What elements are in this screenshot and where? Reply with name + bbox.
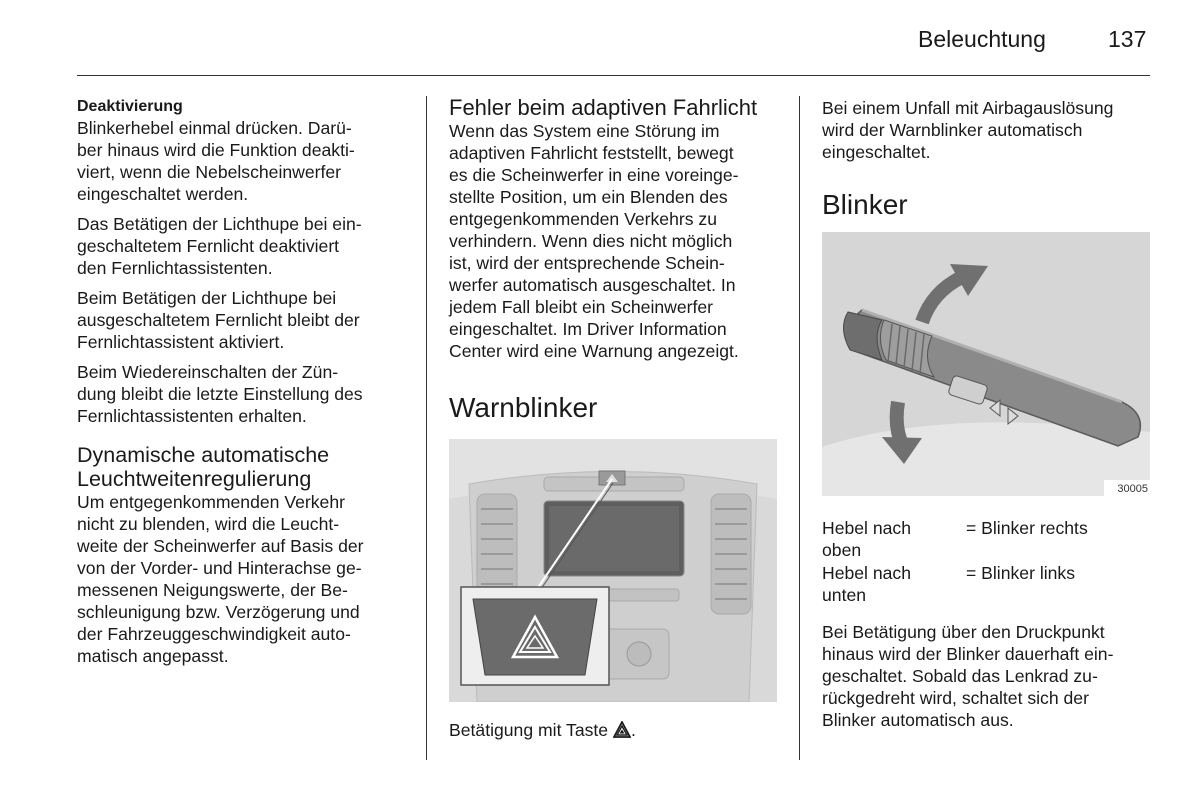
column-2 (449, 96, 789, 424)
permanent-blinker-text: Bei Betätigung über den Druckpunkt hinaus wird der Blinker dauerhaft ein- geschaltet. Sobald das Lenkrad zu- rückgedreht wird, schaltet sich der Blinker automatisch aus. (822, 622, 1114, 730)
hazard-warning-triangle-icon (613, 721, 631, 738)
flash-high-beam-on-text: Das Betätigen der Lichthupe bei ein- geschaltetem Fernlicht deaktiviert den Fernlichtassistenten. (77, 214, 362, 278)
column-3 (822, 97, 1152, 221)
hazard-switch-illustration (449, 439, 777, 702)
running-header-title: Beleuchtung (918, 26, 1046, 52)
hazard-caption: Betätigung mit Taste . (449, 720, 636, 740)
legend-term-up: Hebel nach oben (822, 518, 912, 560)
figure-number: 30005 (1117, 483, 1148, 495)
column-divider-1 (426, 96, 427, 760)
ignition-restart-text: Beim Wiedereinschalten der Zün- dung bleibt die letzte Einstellung des Fernlichtassistenten erhalten. (77, 362, 363, 426)
hazard-switch-figure (449, 439, 777, 702)
dynamic-leveling-text: Um entgegenkommenden Verkehr nicht zu blenden, wird die Leucht- weite der Scheinwerfer auf Basis der von der Vorder- und Hinterachse ge- messenen Neigungswerte, der Be- schleunigung bzw. Verzögerung und der Fahrzeuggeschwindigkeit auto- matisch angepasst. (77, 492, 364, 666)
deactivation-text: Blinkerhebel einmal drücken. Darü- ber hinaus wird die Funktion deakti- viert, wenn die Nebelscheinwerfer eingeschaltet werden. (77, 118, 355, 204)
turn-signal-heading: Blinker (822, 189, 908, 220)
deactivation-heading: Deaktivierung (77, 98, 183, 115)
hazard-warning-heading: Warnblinker (449, 392, 598, 423)
column-divider-2 (799, 96, 800, 760)
turn-signal-lever-illustration (822, 232, 1150, 496)
flash-high-beam-off-text: Beim Betätigen der Lichthupe bei ausgeschaltetem Fernlicht bleibt der Fernlichtassistent aktiviert. (77, 288, 360, 352)
adaptive-light-fault-text: Wenn das System eine Störung im adaptiven Fahrlicht feststellt, bewegt es die Scheinwerfer in eine voreinge- stellte Position, um ein Blenden des entgegenkommenden Verkehrs zu verhindern. Wenn dies nicht möglich ist, wird der entsprechende Schein- werfer automatisch ausgeschaltet. In jedem Fall bleibt ein Scheinwerfer eingeschaltet. Im Driver Information Center wird eine Warnung angezeigt. (449, 121, 739, 361)
page-number: 137 (1108, 26, 1147, 52)
legend-value-right: = Blinker rechts (966, 518, 1088, 538)
dynamic-leveling-heading: Dynamische automatische Leuchtweitenregulierung (77, 443, 330, 491)
airbag-text: Bei einem Unfall mit Airbagauslösung wird der Warnblinker automatisch eingeschaltet. (822, 98, 1114, 162)
header-rule (77, 75, 1150, 76)
legend-value-left: = Blinker links (966, 563, 1076, 583)
adaptive-light-fault-heading: Fehler beim adaptiven Fahrlicht (449, 95, 758, 120)
legend-term-down: Hebel nach unten (822, 563, 912, 605)
column-1 (77, 97, 407, 667)
turn-signal-lever-figure (822, 232, 1150, 496)
